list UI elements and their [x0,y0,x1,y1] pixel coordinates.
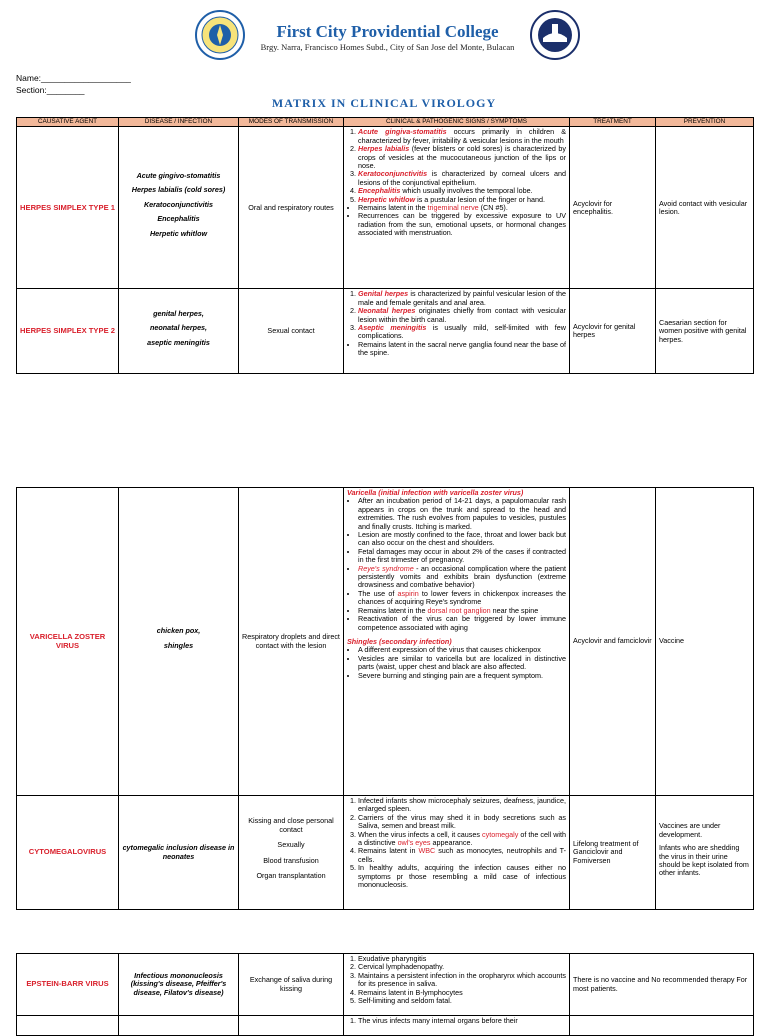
symptoms-cell [344,1016,570,1036]
list-item: 1. Exudative pharyngitis [358,955,566,963]
column-header: DISEASE / INFECTION [119,118,239,127]
transmission-item: Sexually [277,840,305,850]
list-item: 3. Keratoconjunctivitis is characterized by corneal ulcers and lesions of the conjunctival epithelium. [358,170,566,187]
causative-agent: HERPES SIMPLEX TYPE 1 [17,127,119,289]
treatment-prevention-cell: There is no vaccine and No recommended therapy For most patients. [570,954,754,1016]
disease-item: Acute gingivo-stomatitis [136,170,221,180]
column-header: MODES OF TRANSMISSION [239,118,344,127]
list-item: • Severe burning and stinging pain are a frequent symptom. [358,672,566,680]
list-item: 2. Carriers of the virus may shed it in body secretions such as Saliva, semen and breast milk. [358,814,566,831]
list-item: 5. Herpetic whitlow is a pustular lesion of the finger or hand. [358,196,566,204]
symptoms-cell [344,796,570,910]
list-item: • Fetal damages may occur in about 2% of the cases if contracted in the first trimester of pregnancy. [358,548,566,565]
list-item: 4. Encephalitis which usually involves the temporal lobe. [358,187,566,195]
column-header: PREVENTION [656,118,754,127]
list-item: 1. Genital herpes is characterized by painful vesicular lesion of the male and female genitals and anal area. [358,290,566,307]
disease-cell [119,289,239,374]
list-item: 2. Herpes labialis (fever blisters or cold sores) is characterized by crops of vesicles at the mucocutaneous junction of the lips or nose. [358,145,566,170]
list-item: • Vesicles are similar to varicella but are localized in distinctive parts (waist, upper chest and black are also affected. [358,655,566,672]
college-address: Brgy. Narra, Francisco Homes Subd., City of San Jose del Monte, Bulacan [260,42,515,52]
list-item: 2. Neonatal herpes originates chiefly from contact with vesicular lesion within the birth canal. [358,307,566,324]
symptoms-cell [344,954,570,1016]
disease-item: Herpetic whitlow [149,228,208,238]
symptoms-bullets [347,204,566,238]
list-item: 5. Self-limiting and seldom fatal. [358,997,566,1005]
list-item: 3. Maintains a persistent infection in the oropharynx which accounts for its presence in saliva. [358,972,566,989]
list-item: 1. The virus infects many internal organs before their [358,1017,566,1025]
list-item: 3. When the virus infects a cell, it causes cytomegaly of the cell with a distinctive owl's eyes appearance. [358,831,566,848]
causative-agent: HERPES SIMPLEX TYPE 2 [17,289,119,374]
table-row [17,796,754,910]
table-row [17,127,754,289]
prevention-cell: Caesarian section for women positive with genital herpes. [656,289,754,374]
symptoms-cell [344,289,570,374]
prevention-item: Vaccines are under development. [659,821,721,839]
symptoms-list [347,955,566,1005]
list-item: 5. In healthy adults, acquiring the infection causes either no symptoms pr those resembling a mild case of infectious mononucleosis. [358,864,566,889]
column-header: CLINICAL & PATHOGENIC SIGNS / SYMPTOMS [344,118,570,127]
treatment-cell: Lifelong treatment of Ganciclovir and Fomiversen [570,796,656,910]
list-item: 3. Aseptic meningitis is usually mild, self-limited with few complications. [358,324,566,341]
table-header-row [17,118,754,127]
symptoms-bullets [347,646,566,680]
section-field[interactable]: Section:________ [16,85,85,95]
causative-agent [17,1016,119,1036]
column-header: TREATMENT [570,118,656,127]
prevention-item: Infants who are shedding the virus in their urine should be kept isolated from other infants. [659,843,749,878]
treatment-prevention-cell [570,1016,754,1036]
transmission-cell: Exchange of saliva during kissing [239,954,344,1016]
disease-cell [119,488,239,796]
prevention-cell: Avoid contact with vesicular lesion. [656,127,754,289]
disease-item: Herpes labialis (cold sores) [131,185,226,195]
list-item: • After an incubation period of 14-21 days, a papulomacular rash appears in crops on the trunk and spread to the head and extremities. The rush evolves from papules to vesicles, pustules and finally crusts. Itching is marked. [358,497,566,531]
symptoms-list [347,797,566,889]
symptoms-bullets [347,341,566,358]
transmission-cell [239,1016,344,1036]
list-item: • Remains latent in the sacral nerve ganglia found near the base of the spine. [358,341,566,358]
causative-agent: VARICELLA ZOSTER VIRUS [17,488,119,796]
disease-cell [119,127,239,289]
disease-cell [119,1016,239,1036]
symptoms-list [347,128,566,204]
symptoms-list [347,1017,566,1025]
transmission-item: Blood transfusion [263,855,319,865]
table-row [17,289,754,374]
disease-cell: cytomegalic inclusion disease in neonates [119,796,239,910]
treatment-cell: Acyclovir for encephalitis. [570,127,656,289]
transmission-cell: Respiratory droplets and direct contact with the lesion [239,488,344,796]
disease-item: chicken pox, [156,626,201,636]
table-row [17,488,754,796]
virology-table-1 [16,117,754,374]
page-header [0,8,768,68]
student-fields [16,72,131,96]
disease-cell: Infectious mononucleosis (kissing's disease, Pfeiffer's disease, Filatov's disease) [119,954,239,1016]
college-seal-logo [195,10,245,60]
symptoms-bullets [347,497,566,632]
list-item: 2. Cervical lymphadenopathy. [358,963,566,971]
disease-item: Encephalitis [157,214,200,224]
list-item: • Lesion are mostly confined to the face, throat and lower back but can also occur on the chest and shoulders. [358,531,566,548]
document-title: MATRIX IN CLINICAL VIROLOGY [271,96,497,110]
disease-item: neonatal herpes, [149,323,208,333]
list-item: • Reye's syndrome - an occasional complication where the patient persistently vomits and exhibits brain dysfunction (extreme drowsiness and combative behavior) [358,565,566,590]
list-item: 1. Acute gingiva-stomatitis occurs primarily in children & characterized by fever, irritability & vesicular lesions in the mouth [358,128,566,145]
transmission-cell: Oral and respiratory routes [239,127,344,289]
list-item: 1. Infected infants show microcephaly seizures, deafness, jaundice, enlarged spleen. [358,797,566,814]
disease-item: shingles [163,640,194,650]
department-seal-logo [530,10,580,60]
column-header: CAUSATIVE AGENT [17,118,119,127]
list-item: 4. Remains latent in WBC such as monocytes, neutrophils and T-cells. [358,847,566,864]
prevention-cell: Vaccine [656,488,754,796]
section-heading: Varicella (initial infection with varicella zoster virus) [347,488,524,497]
transmission-cell: Sexual contact [239,289,344,374]
list-item: • Recurrences can be triggered by excessive exposure to UV radiation from the sun, emotional upsets, or hormonal changes associated with menstruation. [358,212,566,237]
disease-item: genital herpes, [153,308,204,318]
treatment-cell: Acyclovir and famciclovir [570,488,656,796]
transmission-cell [239,796,344,910]
list-item: • Remains latent in the trigeminal nerve (CN #5). [358,204,566,212]
symptoms-cell [344,488,570,796]
list-item: • Reactivation of the virus can be triggered by lower immune competence associated with aging [358,615,566,632]
prevention-cell [656,796,754,910]
causative-agent: EPSTEIN-BARR VIRUS [17,954,119,1016]
list-item: • Remains latent in the dorsal root ganglion near the spine [358,607,566,615]
table-row [17,1016,754,1036]
virology-table-2 [16,487,754,910]
list-item: 4. Remains latent in B-lymphocytes [358,989,566,997]
causative-agent: CYTOMEGALOVIRUS [17,796,119,910]
college-name: First City Providential College [276,22,499,41]
section-heading: Shingles (secondary infection) [347,636,452,646]
table-row [17,954,754,1016]
transmission-item: Organ transplantation [256,871,326,881]
name-field[interactable]: Name:___________________ [16,73,131,83]
list-item: • A different expression of the virus that causes chickenpox [358,646,566,654]
list-item: • The use of aspirin to lower fevers in chickenpox increases the chances of acquiring Reye's syndrome [358,590,566,607]
treatment-cell: Acyclovir for genital herpes [570,289,656,374]
symptoms-list [347,290,566,340]
disease-item: Keratoconjunctivitis [143,199,214,209]
disease-item: aseptic meningitis [147,337,210,347]
transmission-item: Kissing and close personal contact [248,816,334,834]
symptoms-cell [344,127,570,289]
